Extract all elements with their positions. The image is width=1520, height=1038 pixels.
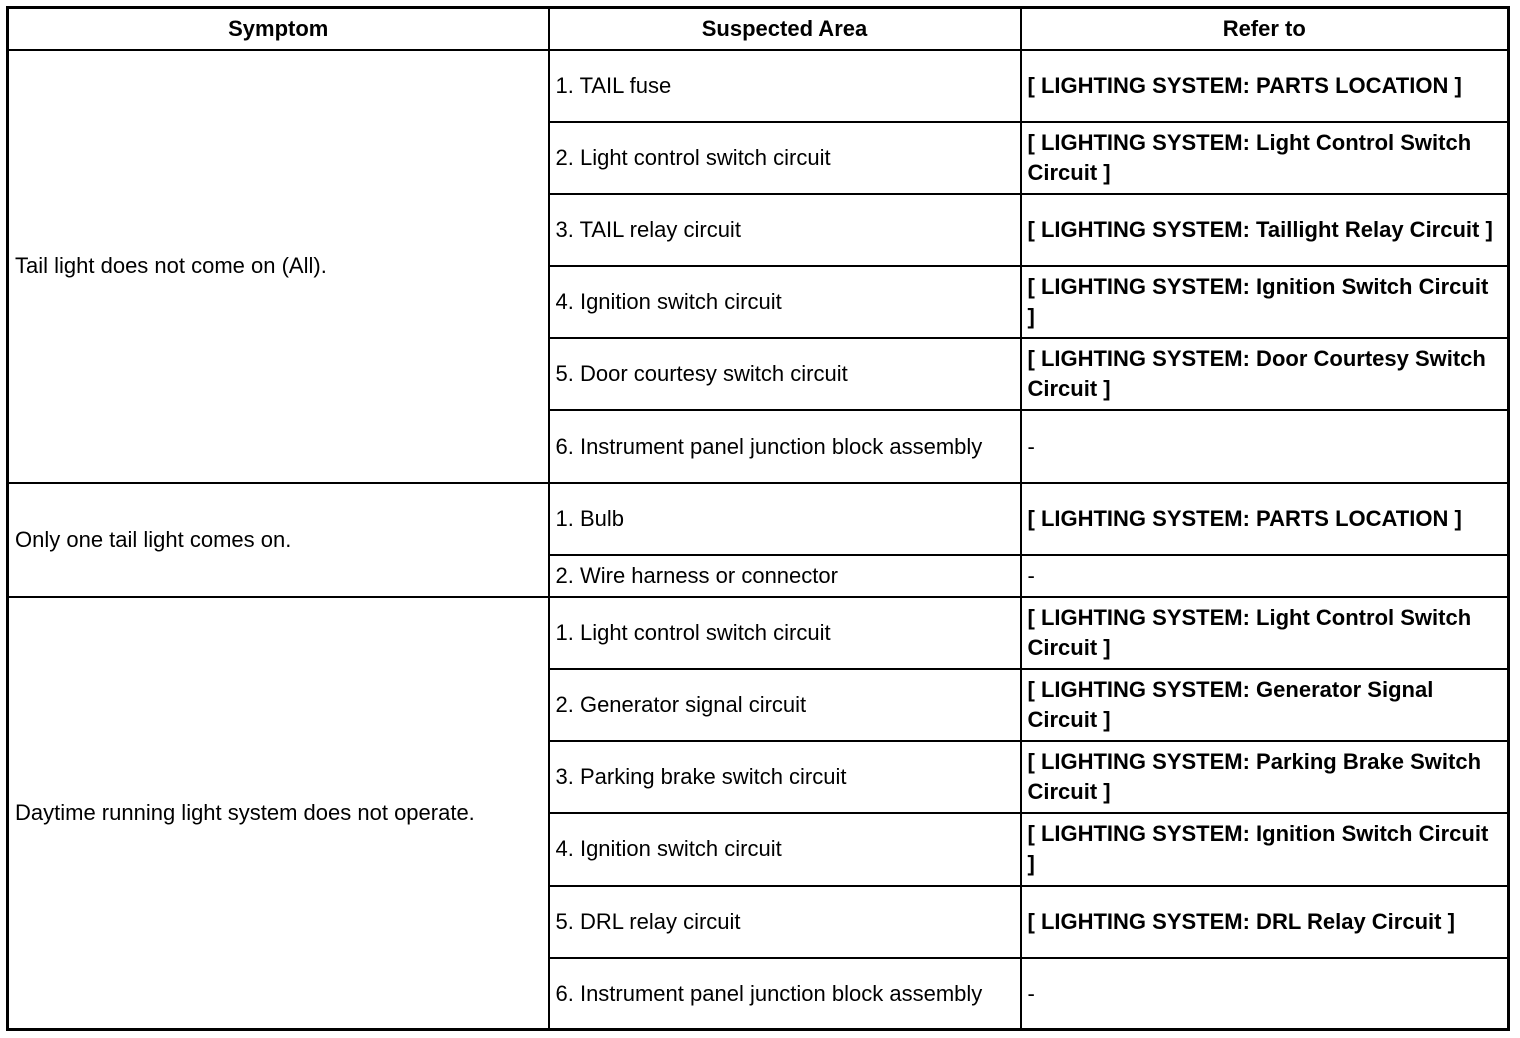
- suspected-area-cell: 2. Light control switch circuit: [549, 122, 1021, 194]
- table-row: [8, 50, 1509, 122]
- refer-to-link[interactable]: [ LIGHTING SYSTEM: PARTS LOCATION ]: [1021, 483, 1509, 555]
- refer-to-link[interactable]: [ LIGHTING SYSTEM: PARTS LOCATION ]: [1021, 50, 1509, 122]
- header-row: [8, 8, 1509, 50]
- refer-to-cell: -: [1021, 410, 1509, 482]
- refer-to-link[interactable]: [ LIGHTING SYSTEM: Taillight Relay Circuit ]: [1021, 194, 1509, 266]
- troubleshooting-table-container: [6, 6, 1510, 1031]
- symptom-cell: Daytime running light system does not operate.: [8, 597, 549, 1030]
- refer-to-link[interactable]: [ LIGHTING SYSTEM: DRL Relay Circuit ]: [1021, 886, 1509, 958]
- suspected-area-cell: 3. TAIL relay circuit: [549, 194, 1021, 266]
- suspected-area-cell: 4. Ignition switch circuit: [549, 266, 1021, 338]
- refer-to-link[interactable]: [ LIGHTING SYSTEM: Light Control Switch Circuit ]: [1021, 122, 1509, 194]
- symptom-cell: Tail light does not come on (All).: [8, 50, 549, 483]
- suspected-area-header: Suspected Area: [549, 8, 1021, 50]
- refer-to-link[interactable]: [ LIGHTING SYSTEM: Parking Brake Switch Circuit ]: [1021, 741, 1509, 813]
- symptom-table: [6, 6, 1510, 1031]
- suspected-area-cell: 1. Bulb: [549, 483, 1021, 555]
- suspected-area-cell: 2. Wire harness or connector: [549, 555, 1021, 597]
- suspected-area-cell: 3. Parking brake switch circuit: [549, 741, 1021, 813]
- suspected-area-cell: 4. Ignition switch circuit: [549, 813, 1021, 885]
- symptom-header: Symptom: [8, 8, 549, 50]
- refer-to-cell: -: [1021, 555, 1509, 597]
- table-row: [8, 483, 1509, 555]
- table-row: [8, 597, 1509, 669]
- refer-to-link[interactable]: [ LIGHTING SYSTEM: Ignition Switch Circuit ]: [1021, 813, 1509, 885]
- refer-to-cell: -: [1021, 958, 1509, 1030]
- refer-to-link[interactable]: [ LIGHTING SYSTEM: Ignition Switch Circuit ]: [1021, 266, 1509, 338]
- suspected-area-cell: 6. Instrument panel junction block assembly: [549, 958, 1021, 1030]
- refer-to-header: Refer to: [1021, 8, 1509, 50]
- suspected-area-cell: 1. TAIL fuse: [549, 50, 1021, 122]
- suspected-area-cell: 2. Generator signal circuit: [549, 669, 1021, 741]
- suspected-area-cell: 1. Light control switch circuit: [549, 597, 1021, 669]
- refer-to-link[interactable]: [ LIGHTING SYSTEM: Generator Signal Circuit ]: [1021, 669, 1509, 741]
- refer-to-link[interactable]: [ LIGHTING SYSTEM: Light Control Switch Circuit ]: [1021, 597, 1509, 669]
- suspected-area-cell: 6. Instrument panel junction block assembly: [549, 410, 1021, 482]
- suspected-area-cell: 5. DRL relay circuit: [549, 886, 1021, 958]
- symptom-cell: Only one tail light comes on.: [8, 483, 549, 597]
- suspected-area-cell: 5. Door courtesy switch circuit: [549, 338, 1021, 410]
- refer-to-link[interactable]: [ LIGHTING SYSTEM: Door Courtesy Switch Circuit ]: [1021, 338, 1509, 410]
